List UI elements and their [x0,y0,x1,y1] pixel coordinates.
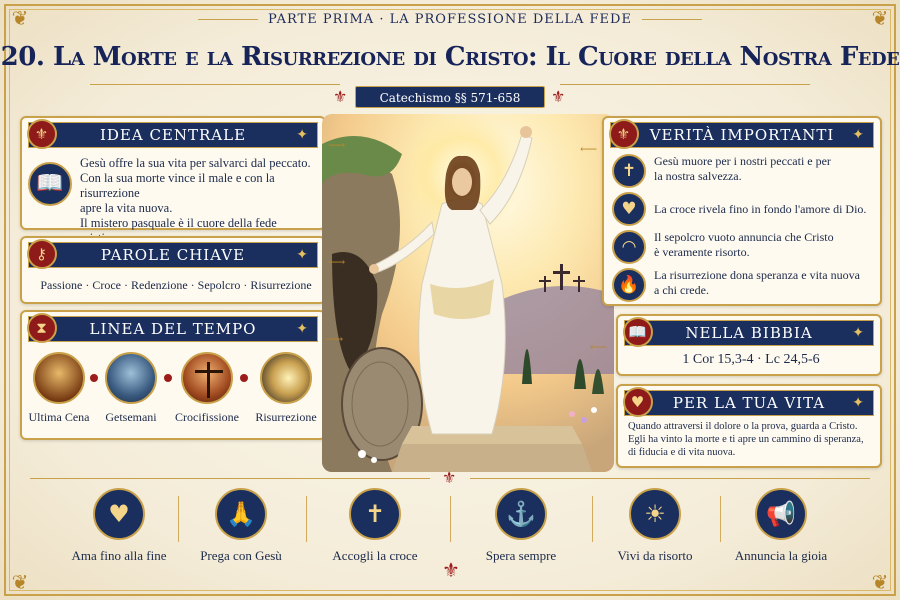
megaphone-icon: 📢 [755,488,807,540]
virtue-item [590,488,720,564]
divider [306,496,307,542]
cross-icon: ✝ [612,154,646,188]
star-icon: ✦ [852,325,865,341]
fleur-de-lis-icon: ⚜ [442,468,457,487]
heart-icon: ♥ [612,192,646,226]
virtue-label: Ama fino alla fine [71,548,167,563]
virtue-item [456,488,586,564]
connector-arrow-icon: ⟵ [580,142,598,156]
keyword-separator: · [243,278,248,292]
tomb-icon: ◠ [612,230,646,264]
kicker-text: PARTE PRIMA · LA PROFESSIONE DELLA FEDE [268,12,632,27]
linea-del-tempo-panel [20,310,326,440]
truth-line: Gesù muore per i nostri peccati e per [654,154,831,168]
idea-line: apre la vita nuova. [80,201,173,215]
keyword: Passione [40,278,83,292]
divider [450,496,451,542]
timeline-item [26,352,92,425]
idea-line: Il mistero pasquale è il cuore della fede [80,216,277,230]
panel-header [624,320,874,346]
timeline-label: Getsemani [105,410,157,424]
keyword: Croce [92,278,122,292]
star-icon: ✦ [296,127,309,143]
page-title: 20. La Morte e la Risurrezione di Cristo: Il Cuore della Nostra Fede [0,42,900,72]
truth-line: è veramente risorto. [654,245,750,259]
divider [642,19,702,20]
divider [90,84,340,85]
timeline-dot [240,374,248,382]
truth-line: Il sepolcro vuoto annuncia che Cristo [654,230,834,244]
panel-title: NELLA BIBBIA [685,324,813,342]
advice-line: Egli ha vinto la morte e ti apre un cammino di speranza, [628,434,864,445]
bible-icon: 📖 [623,317,653,347]
virtue-label: Prega con Gesù [200,548,282,563]
star-icon: ✦ [296,247,309,263]
virtue-label: Spera sempre [485,548,557,563]
timeline-label: Risurrezione [255,410,317,424]
truth-line: a chi crede. [654,283,709,297]
idea-line: Gesù offre la sua vita per salvarci dal peccato. [80,156,311,170]
star-icon: ✦ [296,321,309,337]
fleur-de-lis-icon: ⚜ [333,87,348,106]
fleur-de-lis-icon: ⚜ [442,558,460,582]
truth-line: La risurrezione dona speranza e vita nuova [654,268,860,282]
keyword-list [30,278,322,293]
panel-header [610,122,874,148]
virtue-label: Annuncia la gioia [734,548,828,563]
keyword-separator: · [85,278,90,292]
gethsemane-image [105,352,157,404]
panel-header [28,242,318,268]
fleur-de-lis-icon: ⚜ [551,87,566,106]
hourglass-icon: ⧗ [27,313,57,343]
heart-icon: ♥ [93,488,145,540]
keyword-separator: · [190,278,195,292]
last-supper-image [33,352,85,404]
crucifixion-image [181,352,233,404]
keyword: Risurrezione [250,278,312,292]
idea-line: Con la sua morte vince il male e con la risurrezione [80,171,275,200]
connector-arrow-icon: ⟶ [328,138,346,152]
timeline-item [98,352,164,425]
virtue-item [54,488,184,564]
bible-references: 1 Cor 15,3-4 · Lc 24,5-6 [682,352,820,367]
verita-importanti-panel [602,116,882,306]
empty-tomb-image [260,352,312,404]
connector-arrow-icon: ⟶ [328,255,346,269]
timeline-item [172,352,242,425]
truth-line: La croce rivela fino in fondo l'amore di Dio. [654,202,867,216]
panel-title: PER LA TUA VITA [672,394,826,412]
book-icon: 📖 [28,162,72,206]
divider [198,19,258,20]
keyword-separator: · [124,278,129,292]
per-la-tua-vita-panel [616,384,882,468]
nella-bibbia-panel [616,314,882,376]
keyword: Sepolcro [197,278,241,292]
hero-svg [322,114,614,472]
divider [470,478,870,479]
virtue-item [716,488,846,564]
timeline-dot [164,374,172,382]
virtue-item [310,488,440,564]
idea-centrale-panel [20,116,326,230]
praying-hands-icon: 🙏 [215,488,267,540]
cross-icon: ✝ [349,488,401,540]
corner-ornament-icon: ❦ [11,570,29,594]
panel-title: IDEA CENTRALE [99,126,247,144]
catechism-badge: Catechismo §§ 571-658 [355,86,545,108]
connector-arrow-icon: ⟵ [590,340,608,354]
corner-ornament-icon: ❦ [871,6,889,30]
divider [30,478,430,479]
panel-title: LINEA DEL TEMPO [89,320,257,338]
section-kicker [0,12,900,27]
sunrise-icon: ☀ [629,488,681,540]
corner-ornament-icon: ❦ [11,6,29,30]
fleur-de-lis-icon: ⚜ [27,119,57,149]
keyword: Redenzione [131,278,188,292]
key-icon: ⚷ [27,239,57,269]
timeline-dot [90,374,98,382]
advice-line: di fiducia e di vita nuova. [628,447,736,458]
flame-icon: 🔥 [612,268,646,302]
timeline-label: Crocifissione [175,410,239,424]
advice-line: Quando attraversi il dolore o la prova, guarda a Cristo. [628,421,858,432]
corner-ornament-icon: ❦ [871,570,889,594]
divider [560,84,810,85]
anchor-icon: ⚓ [495,488,547,540]
timeline-item [248,352,324,425]
panel-header [28,316,318,342]
panel-title: PAROLE CHIAVE [100,246,246,264]
timeline-label: Ultima Cena [28,410,90,424]
heart-icon: ♥ [623,387,653,417]
fleur-de-lis-icon: ⚜ [609,119,639,149]
connector-arrow-icon: ⟶ [326,332,344,346]
virtue-label: Accogli la croce [332,548,418,563]
virtue-label: Vivi da risorto [617,548,693,563]
panel-header [624,390,874,416]
panel-header [28,122,318,148]
virtue-item [176,488,306,564]
star-icon: ✦ [852,127,865,143]
truth-line: la nostra salvezza. [654,169,742,183]
panel-title: VERITÀ IMPORTANTI [649,126,835,144]
parole-chiave-panel [20,236,326,304]
star-icon: ✦ [852,395,865,411]
risen-christ-illustration [322,114,614,472]
